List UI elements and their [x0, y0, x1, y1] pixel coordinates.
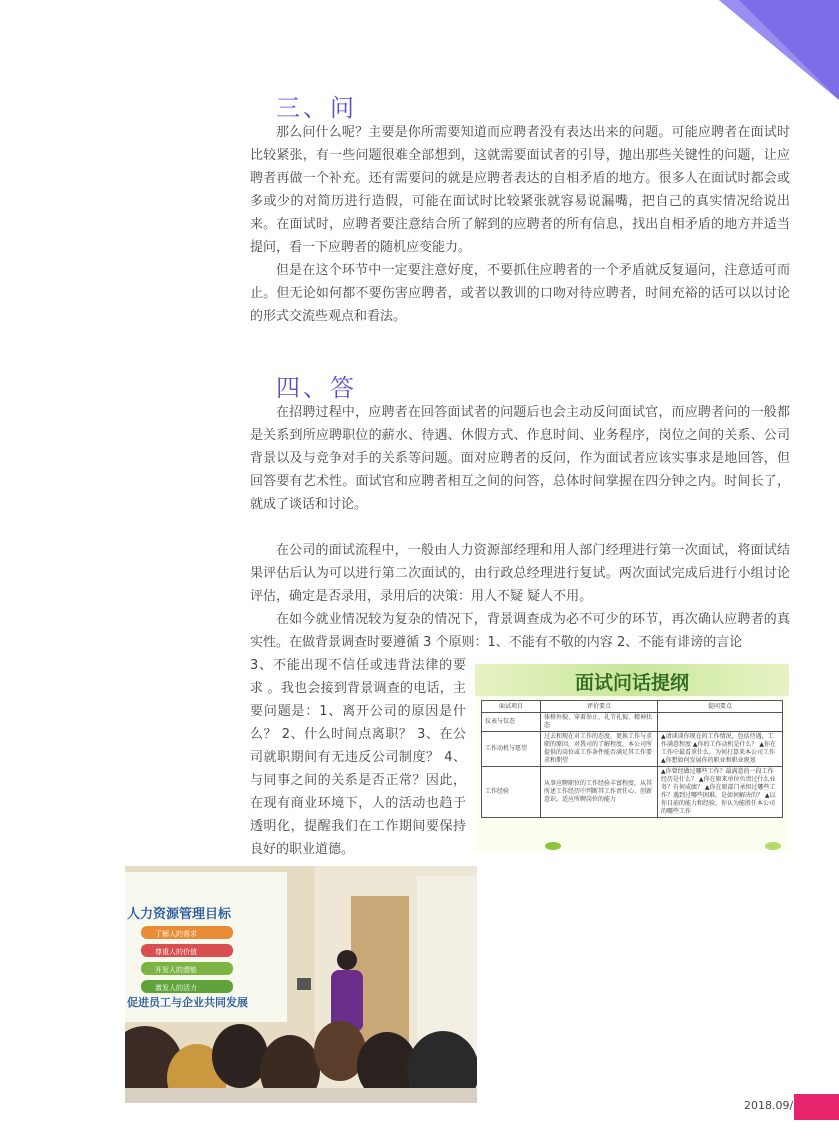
section-answer-paragraph-1: 在招聘过程中，应聘者在回答面试者的问题后也会主动反问面试官，而应聘者问的一般都是关系到所应聘职位的薪水、待遇、休假方式、作息时间、业务程序，岗位之间的关系、公司背景以及与竞争对手的关系等问题。面对应聘者的反问，作为面试者应该实事求是地回答，但回答要有艺术性。面试官和应聘者相互之间的问答，总体时间掌握在四分钟之内。时间长了，就成了谈话和讨论。: [250, 405, 790, 512]
leaf-decoration: [545, 842, 561, 850]
table-row: [482, 713, 783, 732]
interview-outline-figure: [475, 664, 789, 852]
leaf-decoration: [765, 842, 781, 850]
training-session-photo: [125, 866, 477, 1103]
interview-outline-table: [481, 700, 783, 818]
section-ask-paragraph-2: 但是在这个环节中一定要注意好度，不要抓住应聘者的一个矛盾就反复逼问，注意适可而止。但无论如何都不要伤害应聘者，或者以教训的口吻对待应聘者，时间充裕的话可以以讨论的形式交流些观点和看法。: [250, 263, 790, 324]
slide-item: 了解人的需求: [155, 930, 197, 938]
table-cell-ask: [658, 713, 783, 732]
section-answer-paragraph-3-continued: 3、不能出现不信任或违背法律的要求 。我也会接到背景调查的电话，主要问题是：1、离开公司的原因是什么？ 2、什么时间点离职？ 3、在公司就职期间有无违反公司制度？ 4、与同事之间的关系是否正常？因此，在现有商业环境下，人的活动也趋于透明化，提醒我们在工作期间要保持良好的职业道德。: [250, 658, 466, 857]
table-row: [482, 767, 783, 818]
slide-footer: 促进员工与企业共同发展: [127, 996, 248, 1009]
slide-item: 激发人的活力: [155, 984, 197, 992]
table-cell-eval: 从事应聘职位的工作经验丰富程度，从其所述工作经历中判断其工作责任心、创新意识、适应所聘岗位的能力: [541, 767, 658, 818]
section-heading-ask: 三、问: [276, 94, 357, 122]
slide-item: 尊重人的价值: [155, 948, 197, 956]
table-cell-eval: 体格外貌、穿着举止、礼节礼貌、精神状态: [541, 713, 658, 732]
table-cell-eval: 过去和现在对工作的态度，更换工作与求职的原因，对我司的了解程度，本公司所提供的岗位或工作条件能否满足其工作要求和期望: [541, 732, 658, 767]
table-cell-ask: ▲请谈谈你现在的工作情况，包括待遇、工作满意程度 ▲你的工作动机是什么？ ▲你在工作中最看重什么，为何打算来本公司工作 ▲你想如何发展你的职业和职业规划: [658, 732, 783, 767]
section-heading-answer: 四、答: [276, 374, 357, 402]
table-cell-item: 工作经验: [482, 767, 541, 818]
table-row: [482, 732, 783, 767]
slide-title: 人力资源管理目标: [127, 907, 232, 922]
table-header-cell: 提问要点: [658, 701, 783, 713]
photo-scene: [125, 866, 477, 1103]
table-cell-item: 仪表与仪态: [482, 713, 541, 732]
section-answer-paragraph-2: 在公司的面试流程中，一般由人力资源部经理和用人部门经理进行第一次面试，将面试结果评估后认为可以进行第二次面试的，由行政总经理进行复试。两次面试完成后进行小组讨论评估，确定是否录用，录用后的决策：用人不疑 疑人不用。: [250, 543, 790, 604]
table-header-cell: 面试项目: [482, 701, 541, 713]
issue-date: 2018.09/: [744, 1099, 794, 1112]
figure-title: 面试问话提纲: [574, 672, 689, 694]
table-cell-ask: ▲你曾经做过哪些工作？最满意的一段工作经历是什么？ ▲你在原来单位负责过什么业务？有何成绩？ ▲你在原部门承担过哪些工作？遇到过哪些困难，是如何解决的？ ▲以你目前的能力和经验，你认为能胜任本公司的哪些工作: [658, 767, 783, 818]
section-ask-paragraph-1: 那么问什么呢？主要是你所需要知道而应聘者没有表达出来的问题。可能应聘者在面试时比较紧张，有一些问题很难全部想到，这就需要面试者的引导，抛出那些关键性的问题，让应聘者再做一个补充。还有需要问的就是应聘者表达的自相矛盾的地方。很多人在面试时都会或多或少的对简历进行造假，可能在面试时比较紧张就容易说漏嘴，把自己的真实情况给说出来。在面试时，应聘者要注意结合所了解到的应聘者的所有信息，找出自相矛盾的地方并适当提问，看一下应聘者的随机应变能力。: [250, 125, 790, 255]
section-answer-paragraph-3: 在如今就业情况较为复杂的情况下，背景调查成为必不可少的环节，再次确认应聘者的真实性。在做背景调查时要遵循 3 个原则：1、不能有不敬的内容 2、不能有诽谤的言论: [250, 612, 790, 650]
table-header-row: [482, 701, 783, 713]
table-cell-item: 工作动机与愿望: [482, 732, 541, 767]
corner-decoration: [659, 0, 839, 100]
slide-item: 开发人的潜能: [155, 966, 197, 974]
page-color-bar: [794, 1094, 839, 1120]
table-header-cell: 评价要点: [541, 701, 658, 713]
